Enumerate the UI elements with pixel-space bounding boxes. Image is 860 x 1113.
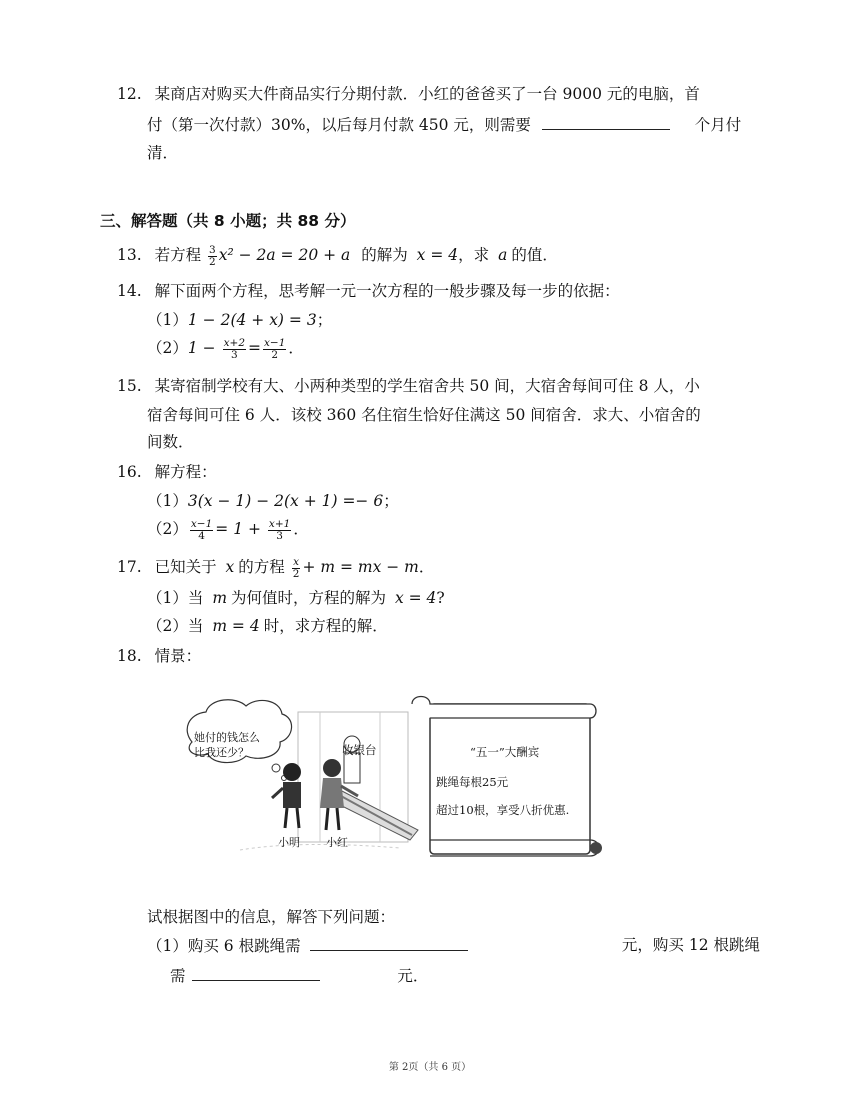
q12-line1 (117, 83, 700, 105)
q17-text-a: 已知关于 (154, 558, 217, 576)
q13-text-e: ，求 (458, 246, 490, 264)
q13-number: 13. (117, 246, 142, 264)
q13-solution: x = 4 (416, 246, 459, 264)
q16-text: 解方程： (154, 463, 217, 481)
q12-text-1: 某商店对购买大件商品实行分期付款．小红的爸爸买了一台 9000 元的电脑，首 (154, 85, 700, 103)
q16-p2-frac1-den: 4 (198, 529, 205, 542)
q13-text-a: 若方程 (154, 246, 202, 264)
scroll-line-2: 超过10根，享受八折优惠. (436, 803, 570, 817)
boy-body (283, 782, 301, 808)
q13-frac-num: 3 (209, 243, 216, 256)
q16-number: 16. (117, 463, 142, 481)
q15-line3: 间数． (147, 433, 194, 451)
q14-text: 解下面两个方程，思考解一元一次方程的一般步骤及每一步的依据： (154, 282, 620, 300)
q16-p1-equation: 3(x − 1) − 2(x + 1) =− 6 (187, 492, 384, 510)
q13-text-c: 的解为 (361, 246, 408, 264)
q18-p1-blank-1[interactable] (310, 934, 468, 951)
q14-p2-frac1-den: 3 (230, 348, 238, 361)
q14-p2-label: （2） (147, 339, 188, 357)
q18-p1-text-c: 需 (170, 967, 186, 985)
bubble-dot-large (272, 764, 280, 772)
q18-p1-text-b: 元，购买 12 根跳绳 (621, 936, 760, 954)
q17-p2-text: 时，求方程的解． (263, 617, 388, 635)
q14-p1-label: （1） (147, 311, 188, 329)
scroll-line-1: 跳绳每根25元 (436, 775, 509, 789)
label-xiaohong: 小红 (326, 836, 348, 849)
q12-line2 (147, 113, 741, 136)
q16-p2-frac2-den: 3 (276, 529, 283, 542)
q14-line (117, 280, 620, 302)
q14-p2-frac2-den: 2 (271, 348, 279, 361)
q14-p2-frac2-num: x−1 (264, 336, 286, 349)
floor-shadow (240, 844, 400, 850)
q12-answer-blank[interactable] (542, 113, 670, 130)
boy-leg (297, 808, 299, 828)
q17-line (117, 556, 434, 580)
q13-fraction (208, 245, 217, 268)
q15-number: 15. (117, 377, 142, 395)
q17-frac-num: x (293, 555, 300, 568)
q13-equation: x² − 2a = 20 + a (218, 246, 351, 264)
boy-leg (285, 808, 287, 828)
q13-text-g: 的值． (511, 246, 558, 264)
q18-part1-line2 (170, 964, 428, 987)
q18-p1-blank-2[interactable] (192, 964, 320, 981)
q12-text-3: 清． (147, 144, 179, 162)
bubble-line-2: 比我还少？ (194, 746, 249, 759)
q15-line1 (117, 375, 700, 397)
q14-p2-frac2 (263, 338, 286, 361)
q14-p2-lhs: 1 − (187, 339, 216, 357)
girl-head (323, 759, 341, 777)
q16-p2-frac2 (268, 519, 291, 542)
girl-leg (326, 808, 328, 830)
q17-equation: + m = mx − m (302, 558, 419, 576)
cashier-label: 收银台 (342, 743, 377, 757)
q17-text-c: 的方程 (238, 558, 285, 576)
q14-p1-equation: 1 − 2(4 + x) = 3 (187, 311, 317, 329)
scroll-top-roll (412, 697, 596, 719)
scroll-end-cap (590, 842, 602, 854)
boy-arm (272, 788, 283, 798)
q13-line (117, 244, 558, 268)
q17-part1 (147, 587, 445, 609)
q17-p1-end: ? (436, 589, 445, 607)
q13-var-a: a (498, 246, 508, 264)
q16-p1-end: ； (383, 492, 399, 510)
girl-leg (337, 808, 339, 830)
q14-part2 (147, 337, 304, 361)
q17-p1-text: 为何值时，方程的解为 (231, 589, 387, 607)
q12-line3 (147, 142, 178, 164)
q18-p1-text-d: 元． (397, 967, 429, 985)
q14-number: 14. (117, 282, 142, 300)
q12-text-2b: 个月付 (694, 116, 742, 134)
q14-p1-end: ； (316, 311, 333, 329)
q18-p1-text-a: （1）购买 6 根跳绳需 (147, 937, 301, 955)
q16-part2 (147, 518, 309, 542)
q17-p1-solution: x = 4 (394, 589, 437, 607)
q17-frac-den: 2 (292, 567, 300, 580)
q16-p2-end: ． (293, 520, 309, 538)
q18-line (117, 645, 201, 667)
section-title: 三、解答题（共 8 小题；共 88 分） (100, 212, 356, 230)
q16-p2-frac1 (190, 519, 213, 542)
q13-frac-den: 2 (209, 255, 216, 268)
q14-p2-frac1-num: x+2 (223, 336, 245, 349)
q17-p2-value: m = 4 (212, 617, 260, 635)
q17-fraction (292, 557, 301, 580)
q16-line (117, 461, 217, 483)
page-footer: 第 2页（共 6 页） (388, 1062, 472, 1073)
q16-p1-label: （1） (147, 492, 188, 510)
boy-head (283, 763, 301, 781)
scroll-title: “五一”大酬宾 (470, 745, 540, 759)
label-xiaoming: 小明 (278, 836, 300, 849)
q14-p2-frac1 (223, 338, 246, 361)
q17-part2 (147, 615, 388, 637)
q17-var-x: x (225, 558, 235, 576)
q16-p2-frac1-num: x−1 (190, 517, 213, 530)
q12-number: 12. (117, 85, 142, 103)
q18-illustration (180, 690, 620, 870)
q14-p2-end: ． (288, 339, 304, 357)
q18-instructions: 试根据图中的信息，解答下列问题： (147, 908, 396, 926)
q18-number: 18. (117, 647, 142, 665)
q12-text-2: 付（第一次付款）30%，以后每月付款 450 元，则需要 (147, 116, 531, 134)
bubble-line-1: 她付的钱怎么 (194, 731, 260, 744)
girl-body (320, 778, 344, 808)
q15-text-1: 某寄宿制学校有大、小两种类型的学生宿舍共 50 间，大宿舍每间可住 8 人，小 (154, 377, 700, 395)
q18-part1-line1 (147, 934, 760, 957)
q16-p2-mid: = 1 + (215, 520, 261, 538)
q14-part1 (147, 309, 332, 331)
q15-line2: 宿舍每间可住 6 人．该校 360 名住宿生恰好住满这 50 间宿舍．求大、小宿舍的 (147, 406, 701, 424)
q16-p2-frac2-num: x+1 (268, 517, 291, 530)
q16-part1 (147, 490, 399, 512)
q18-text: 情景： (154, 647, 202, 665)
q17-text-e: ． (418, 558, 435, 576)
bubble-text (194, 730, 260, 760)
q17-p2-label: （2）当 (147, 617, 204, 635)
q17-p1-var-m: m (212, 589, 228, 607)
q16-p2-label: （2） (147, 520, 188, 538)
scene-drawing (180, 690, 620, 870)
q14-p2-equals: = (248, 339, 261, 357)
q17-number: 17. (117, 558, 142, 576)
q17-p1-label: （1）当 (147, 589, 204, 607)
